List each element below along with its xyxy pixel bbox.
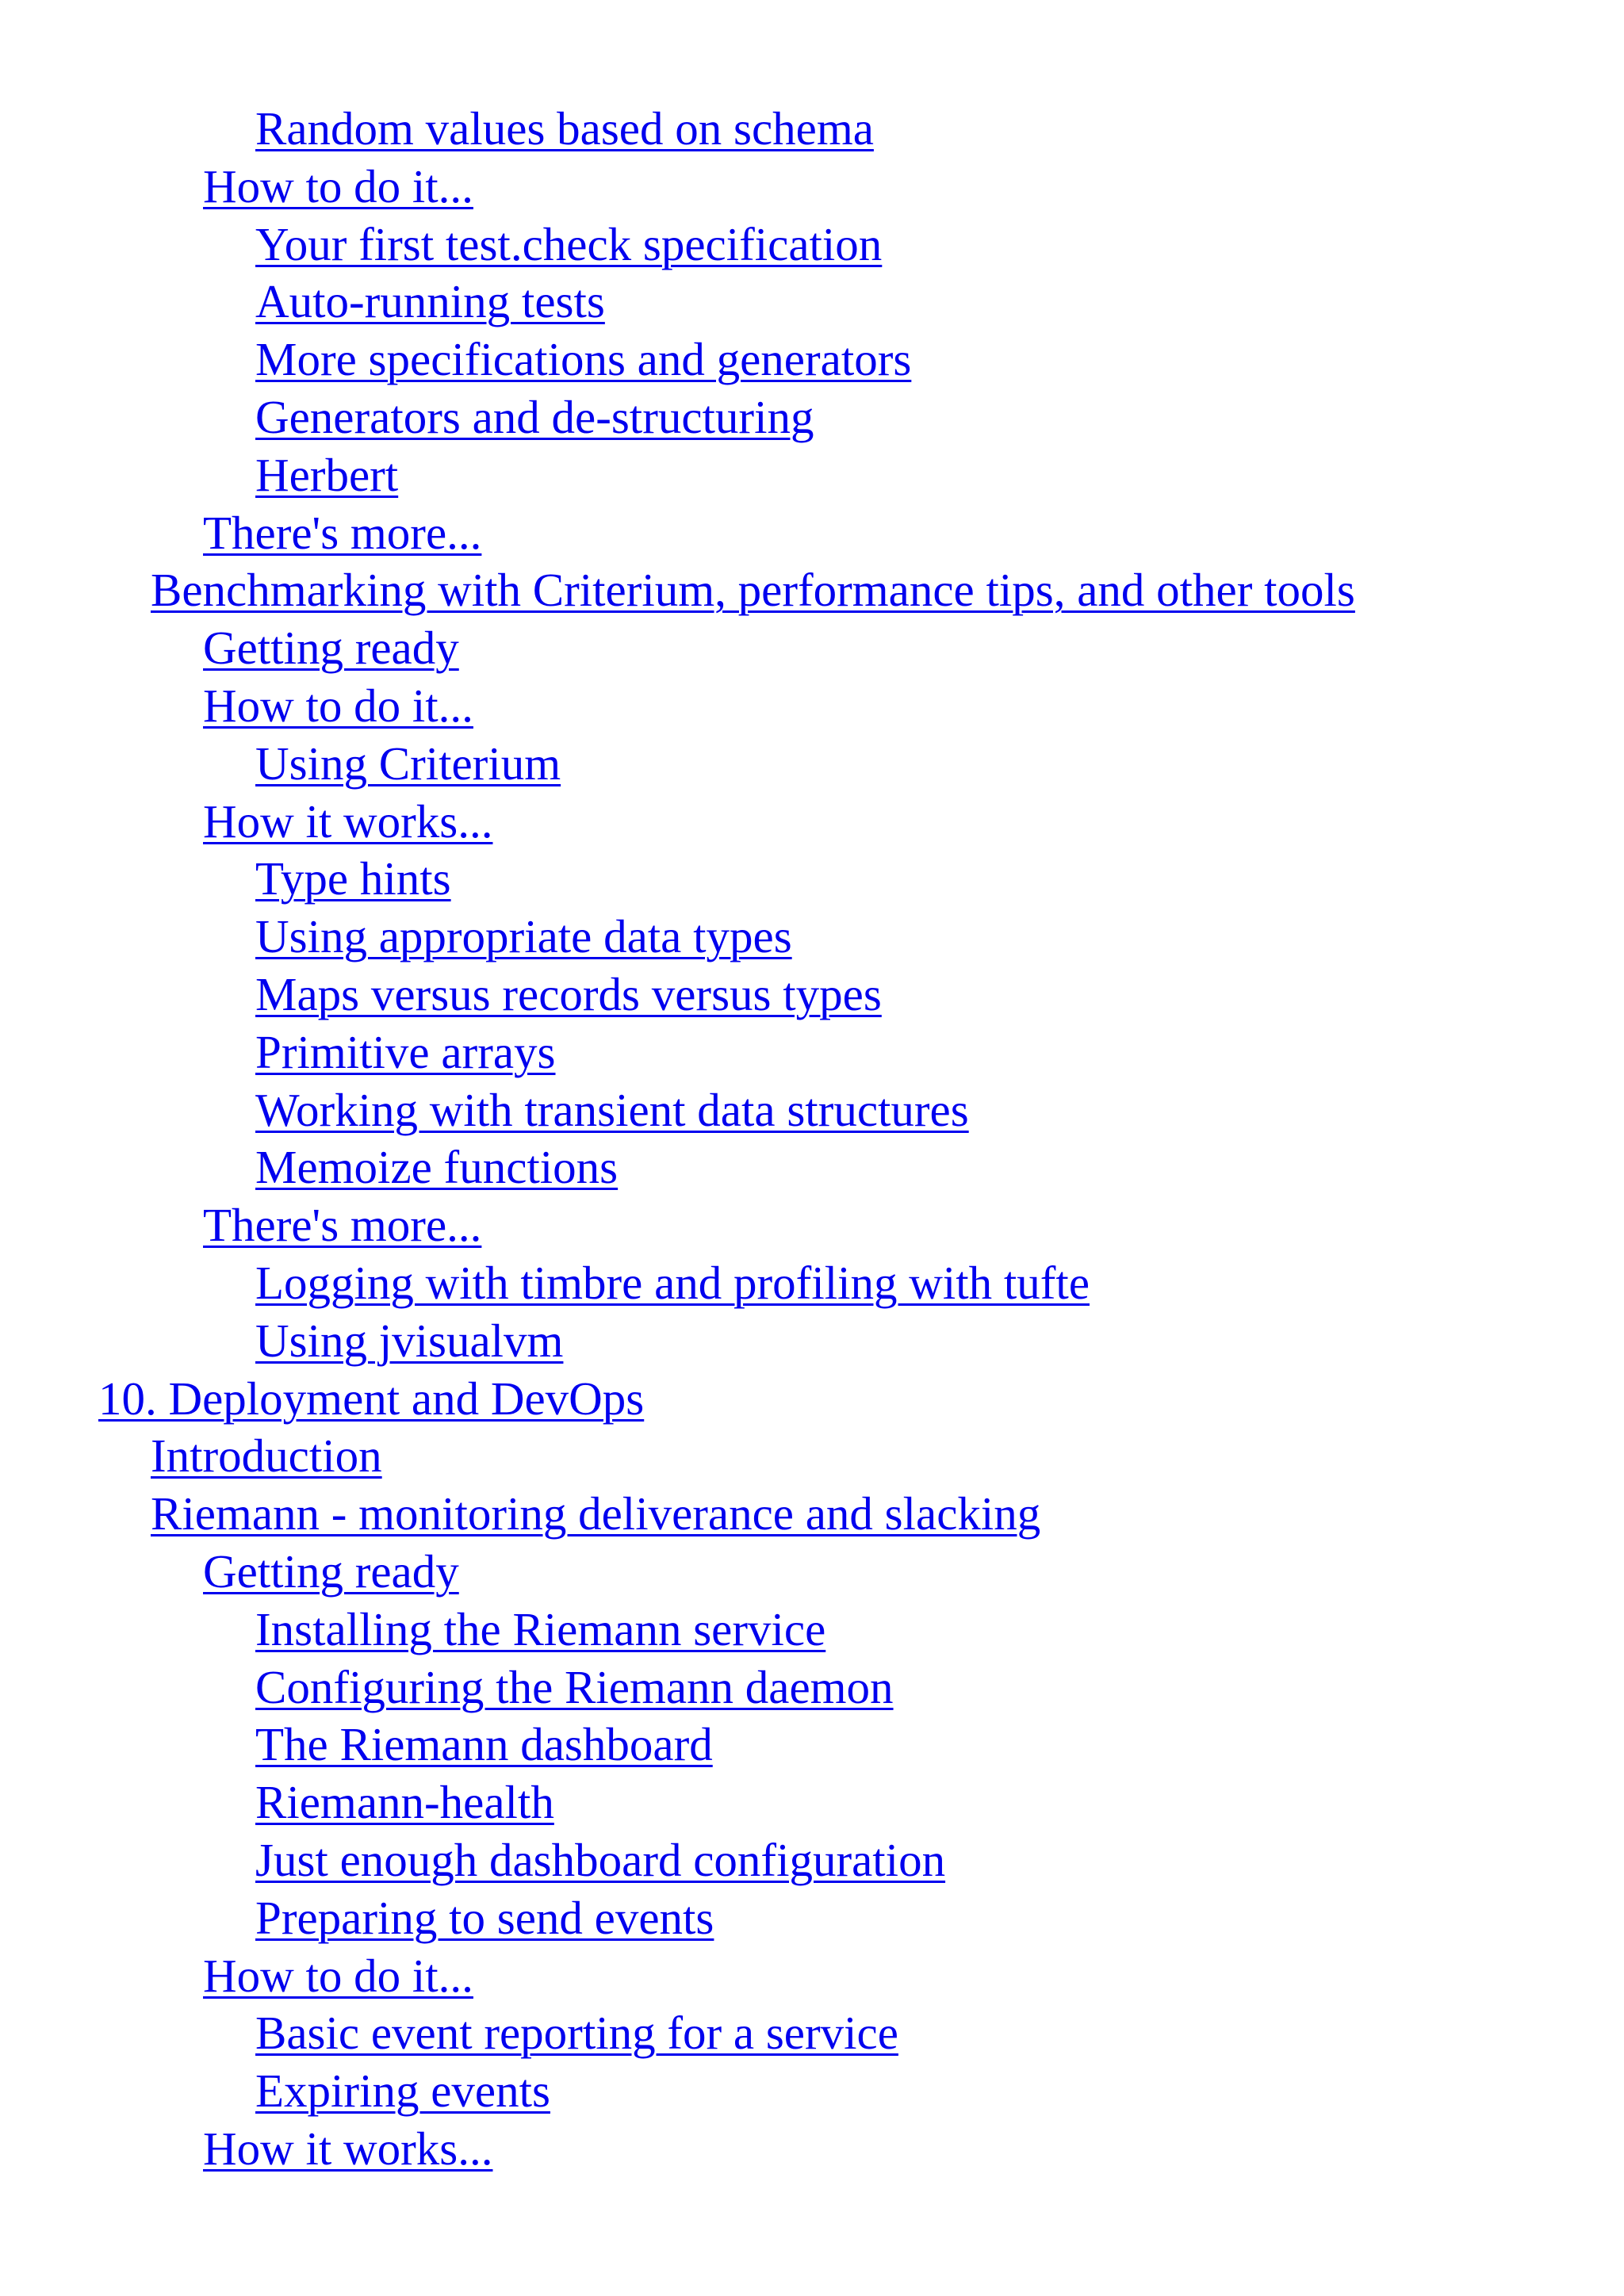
toc-link[interactable]: How it works... bbox=[203, 794, 493, 848]
toc-link[interactable]: Using jvisualvm bbox=[255, 1314, 564, 1367]
toc-link[interactable]: Herbert bbox=[255, 448, 399, 501]
toc-section-link[interactable]: Riemann - monitoring deliverance and slacking bbox=[151, 1487, 1041, 1540]
toc-link[interactable]: Using Criterium bbox=[255, 737, 561, 790]
toc-link[interactable]: Maps versus records versus types bbox=[255, 967, 882, 1020]
toc-link[interactable]: There's more... bbox=[203, 1199, 482, 1252]
toc-section-link[interactable]: Benchmarking with Criterium, performance tips, and other tools bbox=[151, 564, 1355, 617]
toc-link[interactable]: Just enough dashboard configuration bbox=[255, 1833, 946, 1886]
toc-link[interactable]: The Riemann dashboard bbox=[255, 1718, 713, 1771]
toc-link[interactable]: There's more... bbox=[203, 506, 482, 559]
toc-link[interactable]: Configuring the Riemann daemon bbox=[255, 1660, 894, 1713]
toc-section-link[interactable]: Introduction bbox=[151, 1429, 382, 1483]
toc-link[interactable]: Generators and de-structuring bbox=[255, 390, 814, 443]
toc-link[interactable]: How it works... bbox=[203, 2122, 493, 2175]
toc-link[interactable]: Auto-running tests bbox=[255, 275, 605, 328]
toc-link[interactable]: Primitive arrays bbox=[255, 1025, 556, 1078]
toc-link[interactable]: Installing the Riemann service bbox=[255, 1602, 826, 1655]
toc-link[interactable]: Basic event reporting for a service bbox=[255, 2007, 898, 2060]
toc-link[interactable]: Working with transient data structures bbox=[255, 1083, 969, 1136]
table-of-contents bbox=[0, 100, 1624, 2178]
toc-link[interactable]: Getting ready bbox=[203, 622, 459, 675]
toc-link[interactable]: How to do it... bbox=[203, 679, 473, 732]
toc-link[interactable]: Logging with timbre and profiling with tufte bbox=[255, 1256, 1090, 1309]
toc-chapter-link[interactable]: 10. Deployment and DevOps bbox=[98, 1372, 645, 1425]
toc-link[interactable]: How to do it... bbox=[203, 1949, 473, 2002]
toc-link[interactable]: Memoize functions bbox=[255, 1141, 619, 1194]
toc-link[interactable]: Type hints bbox=[255, 852, 451, 905]
toc-link[interactable]: Random values based on schema bbox=[255, 102, 874, 155]
toc-link[interactable]: Your first test.check specification bbox=[255, 217, 883, 270]
toc-link[interactable]: Using appropriate data types bbox=[255, 910, 792, 963]
toc-link[interactable]: Riemann-health bbox=[255, 1776, 554, 1829]
toc-link[interactable]: More specifications and generators bbox=[255, 333, 912, 386]
toc-link[interactable]: Expiring events bbox=[255, 2064, 550, 2118]
toc-link[interactable]: How to do it... bbox=[203, 159, 473, 212]
toc-link[interactable]: Getting ready bbox=[203, 1544, 459, 1598]
toc-link[interactable]: Preparing to send events bbox=[255, 1891, 714, 1944]
